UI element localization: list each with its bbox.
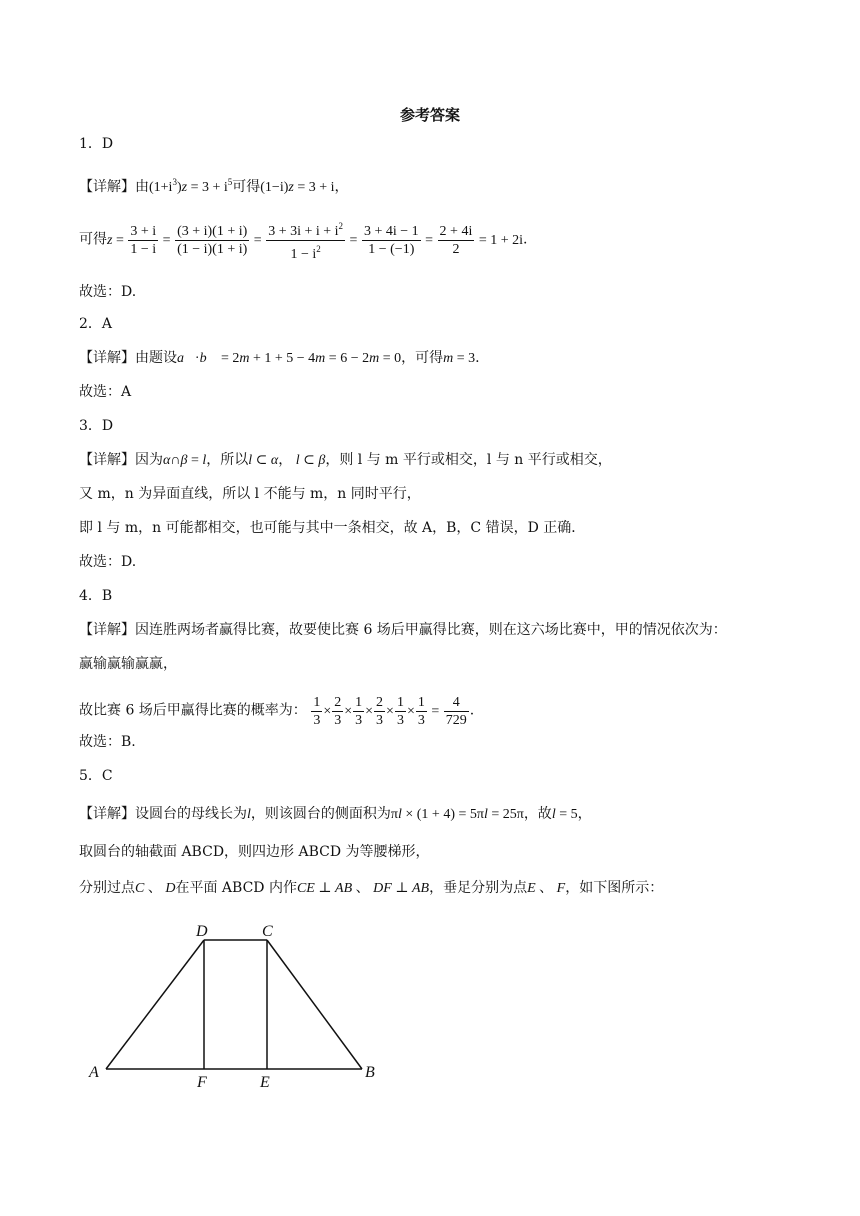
formula: α∩β = l bbox=[163, 453, 207, 468]
q3-detail-line2: 又 m，n 为异面直线，所以 l 不能与 m，n 同时平行， bbox=[79, 486, 421, 502]
q4-answer: 4．B bbox=[79, 588, 113, 604]
q1-detail-line2: 可得z = $\frac{3 + i}{1 - i}$ = $\frac{(3 + i)(1 + i)}{(1 - i)(1 + i)}$ = $\frac{3 + 3i + i + i^2}{1 - i^2}$ = $\frac{3 + 4i - 1}{1 - (-1)}$ = $\frac{2 + 4i}{2}$ = 1 + 2i. bbox=[79, 218, 527, 263]
q1-answer: 1．D bbox=[79, 136, 114, 152]
segment-cb bbox=[267, 940, 362, 1069]
q5-detail-line2: 取圆台的轴截面 ABCD，则四边形 ABCD 为等腰梯形， bbox=[79, 844, 430, 860]
formula: (1−i)z = 3 + i bbox=[260, 180, 335, 195]
detail-label: 【详解】 bbox=[79, 350, 135, 366]
label-d: D bbox=[196, 923, 208, 940]
formula: l bbox=[247, 807, 251, 822]
q5-detail-line3: 分别过点C 、 D在平面 ABCD 内作CE ⊥ AB 、 DF ⊥ AB，垂足分别为点E 、 F，如下图所示： bbox=[79, 880, 664, 896]
trapezoid-figure bbox=[86, 915, 386, 1090]
q3-detail-line3: 即 l 与 m，n 可能都相交，也可能与其中一条相交，故 A，B，C 错误，D 正确． bbox=[79, 520, 586, 536]
q2-answer: 2．A bbox=[79, 316, 113, 332]
page-title: 参考答案 bbox=[399, 106, 460, 124]
q4-conclusion: 故选：B. bbox=[79, 734, 136, 750]
label-b: B bbox=[365, 1064, 375, 1081]
q4-detail-line2: 赢输赢输赢赢， bbox=[79, 656, 177, 672]
formula: E 、 F bbox=[527, 881, 566, 896]
label-f: F bbox=[197, 1074, 207, 1090]
detail-label: 【详解】 bbox=[79, 806, 135, 822]
formula: $\frac{1}{3}$ × $\frac{2}{3}$ × $\frac{1}{3}$ × $\frac{2}{3}$ × $\frac{1}{3}$ × $\frac{1}{3}$ = $\frac{4}{729}$ bbox=[313, 695, 467, 728]
q3-detail-line1: 【详解】因为α∩β = l，所以l ⊂ α， l ⊂ β，则 l 与 m 平行或相交，l 与 n 平行或相交， bbox=[79, 452, 612, 468]
detail-label: 【详解】 bbox=[79, 179, 135, 195]
detail-label: 【详解】 bbox=[79, 452, 135, 468]
formula: πl × (1 + 4) = 5πl = 25π bbox=[390, 807, 524, 822]
q1-conclusion: 故选：D. bbox=[79, 284, 137, 300]
q1-detail-line1: 【详解】由$(1+i^3)z = 3 + i^5$可得(1−i)z = 3 + i， bbox=[79, 177, 349, 195]
q4-detail-line1: 【详解】因连胜两场者赢得比赛，故要使比赛 6 场后甲赢得比赛，则在这六场比赛中，甲的情况依次为： bbox=[79, 622, 727, 638]
formula: l ⊂ α， l ⊂ β bbox=[248, 453, 326, 468]
segment-ad bbox=[106, 940, 204, 1069]
label-a: A bbox=[89, 1064, 99, 1081]
q4-detail-line3: 故比赛 6 场后甲赢得比赛的概率为： $\frac{1}{3}$ × $\frac{2}{3}$ × $\frac{1}{3}$ × $\frac{2}{3}$ × $\frac{1}{3}$ × $\frac{1}{3}$ = $\frac{4}{729}$ . bbox=[79, 695, 475, 728]
q3-conclusion: 故选：D. bbox=[79, 554, 137, 570]
q5-detail-line1: 【详解】设圆台的母线长为l，则该圆台的侧面积为πl × (1 + 4) = 5πl = 25π，故l = 5， bbox=[79, 806, 592, 822]
q3-answer: 3．D bbox=[79, 418, 114, 434]
q2-detail: 【详解】由题设a⃗·b⃗ = 2m + 1 + 5 − 4m = 6 − 2m = 0，可得m = 3. bbox=[79, 350, 480, 366]
q2-conclusion: 故选：A bbox=[79, 384, 132, 400]
formula: $(1+i^3)z = 3 + i^5$ bbox=[149, 177, 233, 195]
formula: l = 5 bbox=[551, 807, 578, 822]
formula: CE ⊥ AB 、 DF ⊥ AB bbox=[296, 881, 430, 896]
detail-label: 【详解】 bbox=[79, 622, 135, 638]
formula: z = $\frac{3 + i}{1 - i}$ = $\frac{(3 + i)(1 + i)}{(1 - i)(1 + i)}$ = $\frac{3 + 3i + i + i^2}{1 - i^2}$ = $\frac{3 + 4i - 1}{1 - (-1)}$ = $\frac{2 + 4i}{2}$ = 1 + 2i bbox=[107, 233, 523, 248]
label-e: E bbox=[260, 1074, 270, 1090]
formula: a⃗·b⃗ = 2m + 1 + 5 − 4m = 6 − 2m = 0 bbox=[177, 351, 402, 366]
formula: m = 3 bbox=[443, 351, 476, 366]
q5-answer: 5．C bbox=[79, 768, 113, 784]
formula: C 、 D bbox=[135, 881, 176, 896]
label-c: C bbox=[262, 923, 273, 940]
